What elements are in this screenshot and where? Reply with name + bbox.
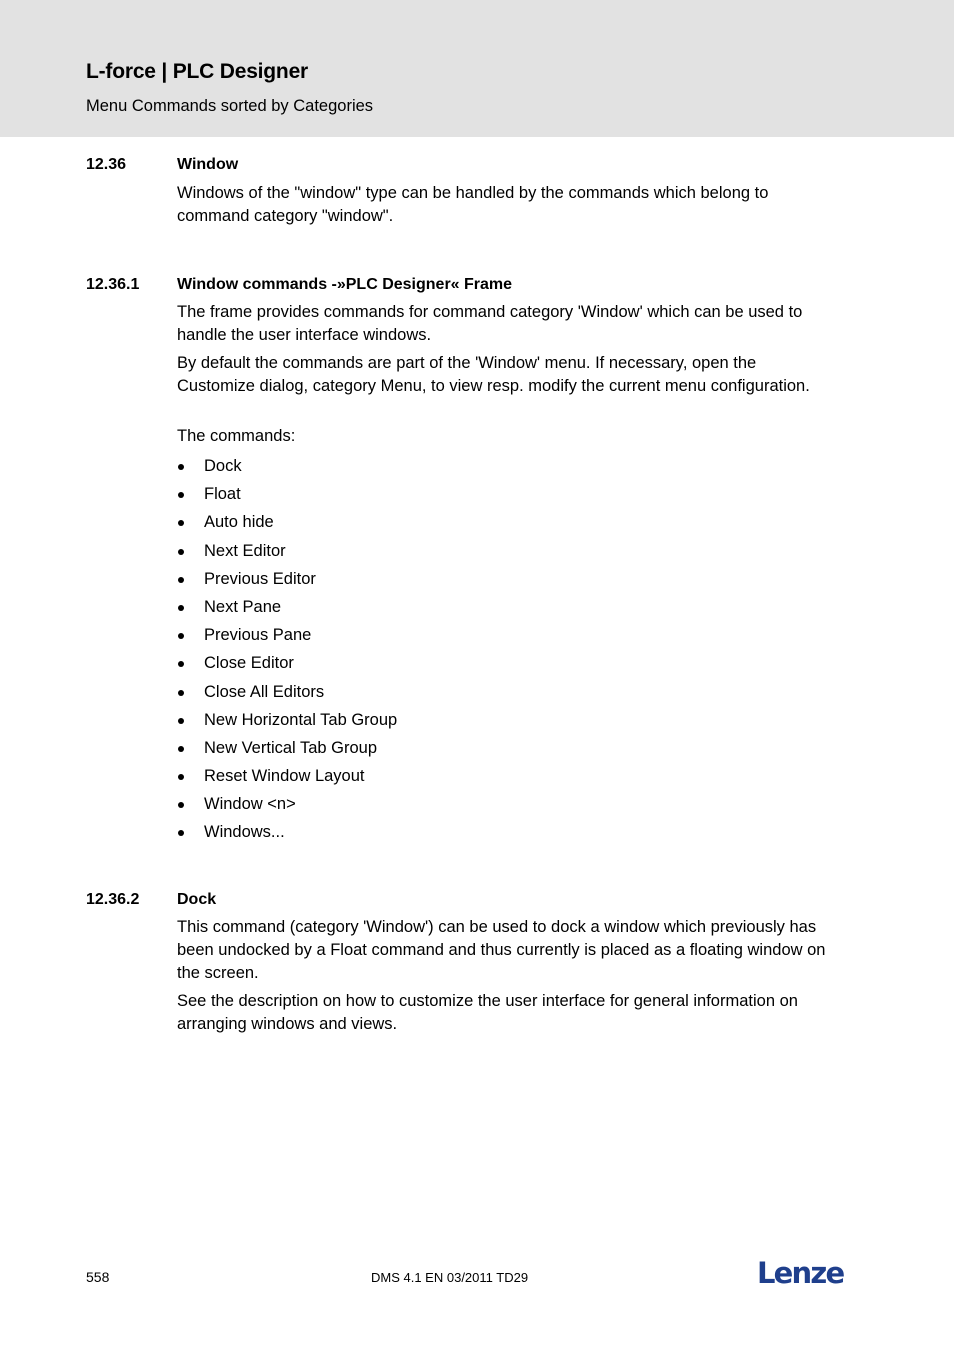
paragraph: This command (category 'Window') can be used to dock a window which previously has been undocked by a Float command and thus currently is placed as a floating window on the screen. — [177, 918, 826, 982]
paragraph: See the description on how to customize the user interface for general information on arranging windows and views. — [177, 992, 798, 1033]
command-name: Next Pane — [204, 597, 282, 616]
section-title: Dock — [177, 891, 217, 908]
list-item — [177, 793, 397, 821]
bullet-icon — [178, 605, 184, 611]
command-name: Close All Editors — [204, 682, 325, 701]
list-item — [177, 540, 397, 568]
lenze-logo: Lenze — [757, 1256, 844, 1290]
list-item — [177, 511, 397, 539]
command-name: Float — [204, 485, 241, 504]
bullet-icon — [178, 520, 184, 526]
list-item — [177, 652, 397, 680]
command-name: Windows... — [204, 823, 285, 842]
list-item — [177, 765, 397, 793]
list-item — [177, 483, 397, 511]
command-name: Previous Editor — [204, 569, 316, 588]
paragraph: Windows of the "window" type can be handled by the commands which belong to command category "window". — [177, 184, 769, 225]
section-number: 12.36 — [86, 156, 127, 173]
bullet-icon — [178, 464, 184, 470]
list-item — [177, 568, 397, 596]
command-name: New Vertical Tab Group — [204, 738, 378, 757]
bullet-icon — [178, 492, 184, 498]
command-name: Dock — [204, 457, 242, 475]
paragraph: By default the commands are part of the 'Window' menu. If necessary, open the Customize dialog, category Menu, to view resp. modify the current menu configuration. — [177, 354, 810, 395]
list-item — [177, 737, 397, 765]
bullet-icon — [178, 802, 184, 808]
bullet-icon — [178, 633, 184, 639]
list-item — [177, 709, 397, 737]
section-title: Window commands -»PLC Designer« Frame — [177, 276, 513, 293]
section-number: 12.36.1 — [86, 276, 140, 293]
list-item — [177, 596, 397, 624]
document-title: L-force | PLC Designer — [86, 60, 309, 83]
list-item — [177, 821, 397, 849]
bullet-icon — [178, 746, 184, 752]
page-header — [0, 0, 954, 137]
command-name: Close Editor — [204, 654, 294, 673]
command-name: New Horizontal Tab Group — [204, 710, 398, 729]
document-code: DMS 4.1 EN 03/2011 TD29 — [371, 1270, 529, 1285]
command-name: Reset Window Layout — [204, 767, 365, 786]
bullet-icon — [178, 549, 184, 555]
command-name: Next Editor — [204, 541, 286, 560]
bullet-icon — [178, 774, 184, 780]
command-name: Auto hide — [204, 513, 274, 532]
list-item — [177, 681, 397, 709]
document-subtitle: Menu Commands sorted by Categories — [86, 97, 374, 115]
bullet-icon — [178, 577, 184, 583]
command-name: Previous Pane — [204, 626, 312, 645]
section-number: 12.36.2 — [86, 891, 140, 908]
command-list — [177, 455, 397, 850]
bullet-icon — [178, 718, 184, 724]
section-title: Window — [177, 156, 239, 173]
command-name: Window <n> — [204, 795, 296, 814]
page-number: 558 — [86, 1269, 110, 1285]
list-item — [177, 624, 397, 652]
bullet-icon — [178, 690, 184, 696]
bullet-icon — [178, 661, 184, 667]
bullet-icon — [178, 830, 184, 836]
list-item — [177, 455, 397, 483]
paragraph: The commands: — [177, 427, 296, 445]
paragraph: The frame provides commands for command category 'Window' which can be used to handle the user interface windows. — [177, 303, 803, 344]
